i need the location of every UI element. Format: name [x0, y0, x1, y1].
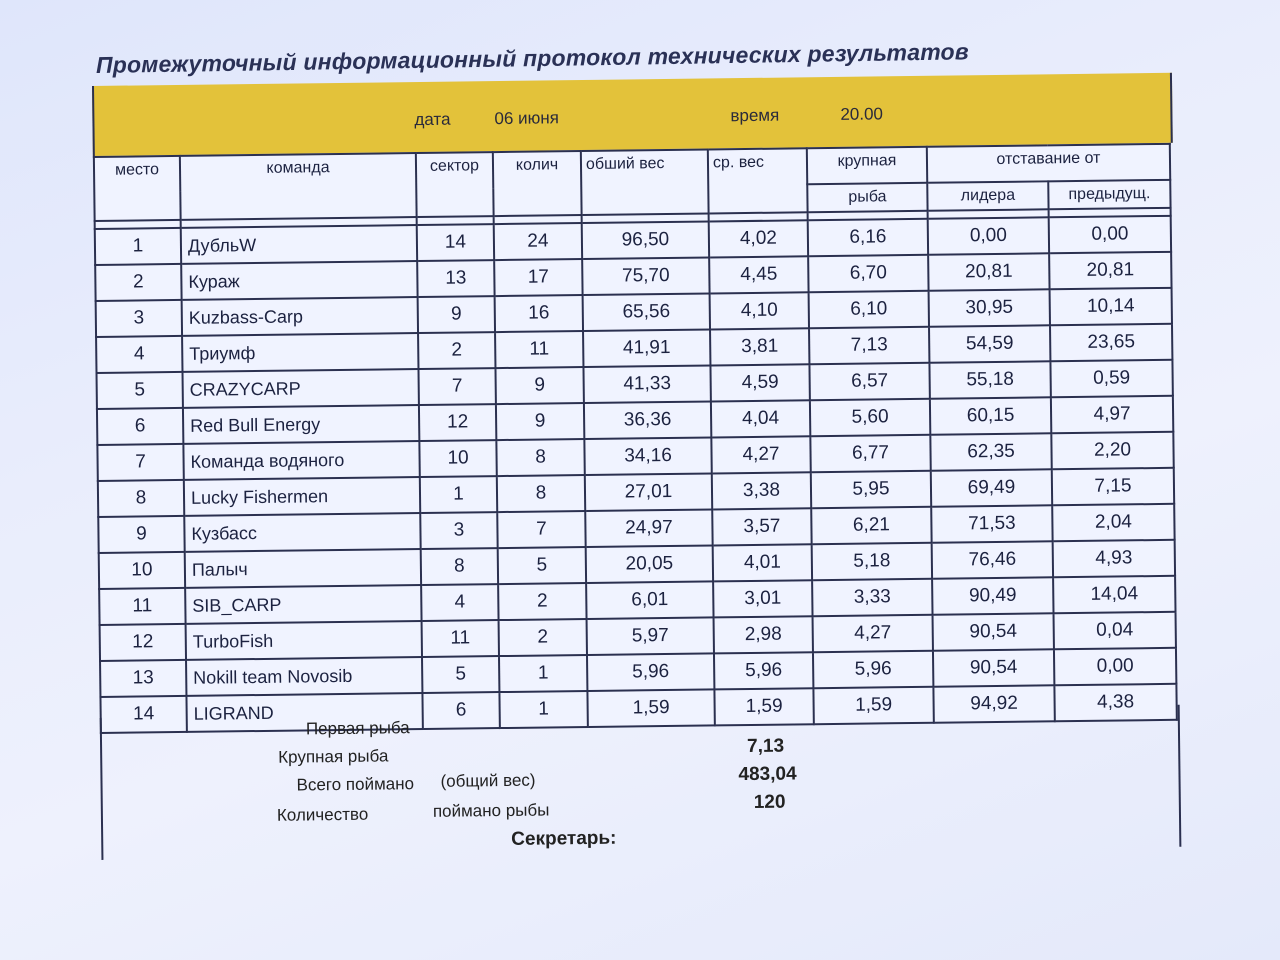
- cell-big-fish: 3,33: [812, 579, 932, 616]
- cell-lag-leader: 71,53: [931, 505, 1052, 542]
- cell-lag-prev: 14,04: [1053, 576, 1175, 613]
- cell-count: 9: [495, 367, 583, 404]
- cell-lag-leader: 62,35: [930, 433, 1051, 470]
- cell-total-weight: 5,97: [587, 617, 714, 655]
- cell-place: 4: [96, 336, 182, 373]
- cell-avg-weight: 3,57: [712, 508, 811, 545]
- cell-place: 5: [97, 372, 183, 409]
- cell-lag-leader: 90,49: [932, 577, 1053, 614]
- col-team-header: команда: [180, 153, 417, 220]
- cell-sector: 13: [417, 260, 494, 297]
- cell-total-weight: 27,01: [585, 473, 712, 511]
- cell-lag-prev: 7,15: [1052, 468, 1174, 505]
- date-value: 06 июня: [494, 108, 560, 129]
- cell-place: 14: [100, 696, 186, 733]
- quantity-note: поймано рыбы: [432, 800, 550, 821]
- col-big-header-1: крупная: [807, 147, 927, 184]
- cell-lag-prev: 10,14: [1050, 288, 1172, 325]
- cell-lag-prev: 2,20: [1051, 432, 1173, 469]
- cell-count: 1: [499, 655, 587, 692]
- cell-big-fish: 6,70: [808, 255, 928, 292]
- cell-team: Кузбасс: [184, 513, 420, 552]
- results-body: [95, 216, 1177, 733]
- cell-avg-weight: 5,96: [714, 652, 813, 689]
- header-band: [92, 73, 1173, 156]
- cell-sector: 11: [422, 620, 499, 657]
- cell-avg-weight: 4,02: [709, 220, 808, 257]
- cell-lag-leader: 20,81: [928, 253, 1049, 290]
- cell-total-weight: 41,33: [583, 365, 710, 403]
- secretary-label: Секретарь:: [511, 827, 617, 850]
- cell-sector: 7: [418, 368, 495, 405]
- cell-place: 2: [95, 264, 181, 301]
- cell-total-weight: 41,91: [583, 329, 710, 367]
- big-fish-value: 7,13: [746, 735, 785, 758]
- cell-big-fish: 6,57: [809, 363, 929, 400]
- cell-lag-leader: 90,54: [933, 613, 1054, 650]
- cell-lag-leader: 0,00: [928, 217, 1049, 254]
- cell-sector: 3: [420, 512, 497, 549]
- cell-big-fish: 1,59: [813, 687, 933, 724]
- cell-lag-prev: 23,65: [1050, 324, 1172, 361]
- cell-total-weight: 96,50: [582, 221, 709, 259]
- cell-total-weight: 24,97: [585, 509, 712, 547]
- cell-team: Триумф: [182, 333, 418, 372]
- cell-place: 13: [100, 660, 186, 697]
- cell-place: 11: [99, 588, 185, 625]
- cell-lag-prev: 2,04: [1052, 504, 1174, 541]
- cell-count: 9: [496, 403, 584, 440]
- cell-avg-weight: 4,45: [709, 256, 808, 293]
- cell-avg-weight: 3,01: [713, 580, 812, 617]
- cell-count: 24: [494, 223, 582, 260]
- cell-total-weight: 65,56: [583, 293, 710, 331]
- cell-team: SIB_CARP: [185, 585, 421, 624]
- document-title: Промежуточный информационный протокол технических результатов: [95, 38, 970, 78]
- cell-count: 8: [496, 439, 584, 476]
- cell-team: TurboFish: [186, 621, 422, 660]
- cell-lag-leader: 90,54: [933, 649, 1054, 686]
- cell-total-weight: 5,96: [587, 653, 714, 691]
- cell-lag-leader: 55,18: [929, 361, 1050, 398]
- cell-place: 12: [100, 624, 186, 661]
- cell-avg-weight: 3,38: [712, 472, 811, 509]
- cell-total-weight: 34,16: [584, 437, 711, 475]
- cell-team: Red Bull Energy: [183, 405, 419, 444]
- cell-avg-weight: 2,98: [714, 616, 813, 653]
- cell-total-weight: 36,36: [584, 401, 711, 439]
- cell-lag-prev: 0,00: [1054, 648, 1176, 685]
- cell-sector: 4: [421, 584, 498, 621]
- cell-lag-prev: 0,00: [1049, 216, 1171, 253]
- cell-lag-prev: 20,81: [1049, 252, 1171, 289]
- cell-sector: 5: [422, 656, 499, 693]
- cell-count: 2: [499, 619, 587, 656]
- cell-sector: 6: [422, 692, 499, 729]
- cell-avg-weight: 4,04: [711, 400, 810, 437]
- cell-lag-leader: 54,59: [929, 325, 1050, 362]
- cell-lag-prev: 4,38: [1054, 684, 1176, 721]
- cell-count: 2: [498, 583, 586, 620]
- cell-total-weight: 6,01: [586, 581, 713, 619]
- cell-sector: 10: [419, 440, 496, 477]
- big-fish-label: Крупная рыба: [278, 746, 389, 767]
- col-sector-header: сектор: [416, 152, 494, 217]
- col-count-header: колич: [493, 151, 582, 216]
- cell-big-fish: 5,95: [811, 471, 931, 508]
- cell-lag-leader: 60,15: [930, 397, 1051, 434]
- cell-lag-leader: 94,92: [933, 685, 1054, 722]
- cell-count: 17: [494, 259, 582, 296]
- cell-avg-weight: 4,10: [710, 292, 809, 329]
- date-label: дата: [414, 109, 451, 130]
- cell-place: 8: [98, 480, 184, 517]
- cell-count: 7: [497, 511, 585, 548]
- cell-place: 9: [98, 516, 184, 553]
- col-place-header: место: [94, 156, 181, 221]
- cell-total-weight: 20,05: [586, 545, 713, 583]
- col-lag-header: отставание от: [927, 144, 1170, 183]
- cell-total-weight: 75,70: [582, 257, 709, 295]
- cell-team: Команда водяного: [183, 441, 419, 480]
- cell-count: 8: [497, 475, 585, 512]
- quantity-label: Количество: [276, 804, 369, 825]
- cell-place: 1: [95, 228, 181, 265]
- cell-count: 11: [495, 331, 583, 368]
- cell-team: Lucky Fishermen: [184, 477, 420, 516]
- total-caught-value: 483,04: [738, 763, 797, 786]
- cell-sector: 14: [417, 224, 494, 261]
- cell-big-fish: 6,16: [808, 219, 928, 256]
- protocol-sheet: [92, 73, 1179, 866]
- first-fish-label: Первая рыба: [305, 718, 410, 739]
- cell-sector: 1: [420, 476, 497, 513]
- total-caught-note: (общий вес): [440, 770, 536, 791]
- cell-big-fish: 5,60: [810, 399, 930, 436]
- cell-place: 6: [97, 408, 183, 445]
- cell-big-fish: 5,96: [813, 651, 933, 688]
- cell-total-weight: 1,59: [587, 689, 714, 727]
- col-total-header: обший вес: [581, 149, 709, 215]
- cell-avg-weight: 3,81: [710, 328, 809, 365]
- cell-avg-weight: 4,59: [710, 364, 809, 401]
- cell-lag-leader: 30,95: [929, 289, 1050, 326]
- cell-count: 16: [495, 295, 583, 332]
- cell-team: Kuzbass-Carp: [182, 297, 418, 336]
- cell-big-fish: 4,27: [813, 615, 933, 652]
- cell-lag-leader: 69,49: [931, 469, 1052, 506]
- cell-big-fish: 6,21: [811, 507, 931, 544]
- cell-place: 10: [99, 552, 185, 589]
- time-value: 20.00: [840, 104, 884, 124]
- cell-place: 3: [96, 300, 182, 337]
- cell-avg-weight: 1,59: [714, 688, 813, 725]
- total-caught-label: Всего поймано: [296, 774, 415, 795]
- cell-lag-leader: 76,46: [932, 541, 1053, 578]
- cell-team: ДубльW: [181, 225, 417, 264]
- cell-count: 5: [498, 547, 586, 584]
- col-lag-leader-header: лидера: [927, 181, 1048, 210]
- cell-place: 7: [97, 444, 183, 481]
- cell-big-fish: 5,18: [812, 543, 932, 580]
- cell-sector: 9: [418, 296, 495, 333]
- summary-section: [100, 705, 1182, 860]
- cell-big-fish: 6,10: [809, 291, 929, 328]
- cell-avg-weight: 4,27: [711, 436, 810, 473]
- quantity-value: 120: [753, 791, 786, 813]
- time-label: время: [730, 105, 780, 126]
- col-lag-prev-header: предыдущ.: [1048, 180, 1170, 209]
- cell-lag-prev: 0,59: [1050, 360, 1172, 397]
- cell-lag-prev: 0,04: [1054, 612, 1176, 649]
- cell-big-fish: 7,13: [809, 327, 929, 364]
- cell-team: Nokill team Novosib: [186, 657, 422, 696]
- cell-sector: 8: [421, 548, 498, 585]
- cell-big-fish: 6,77: [810, 435, 930, 472]
- cell-count: 1: [499, 691, 587, 728]
- cell-sector: 12: [419, 404, 496, 441]
- col-big-header-2: рыба: [807, 183, 927, 212]
- cell-lag-prev: 4,93: [1053, 540, 1175, 577]
- cell-team: Палыч: [185, 549, 421, 588]
- cell-avg-weight: 4,01: [713, 544, 812, 581]
- cell-team: LIGRAND: [186, 693, 422, 732]
- results-table: [93, 143, 1178, 734]
- cell-team: Кураж: [181, 261, 417, 300]
- cell-team: CRAZYCARP: [182, 369, 418, 408]
- col-avg-header: ср. вес: [708, 148, 808, 213]
- cell-sector: 2: [418, 332, 495, 369]
- cell-lag-prev: 4,97: [1051, 396, 1173, 433]
